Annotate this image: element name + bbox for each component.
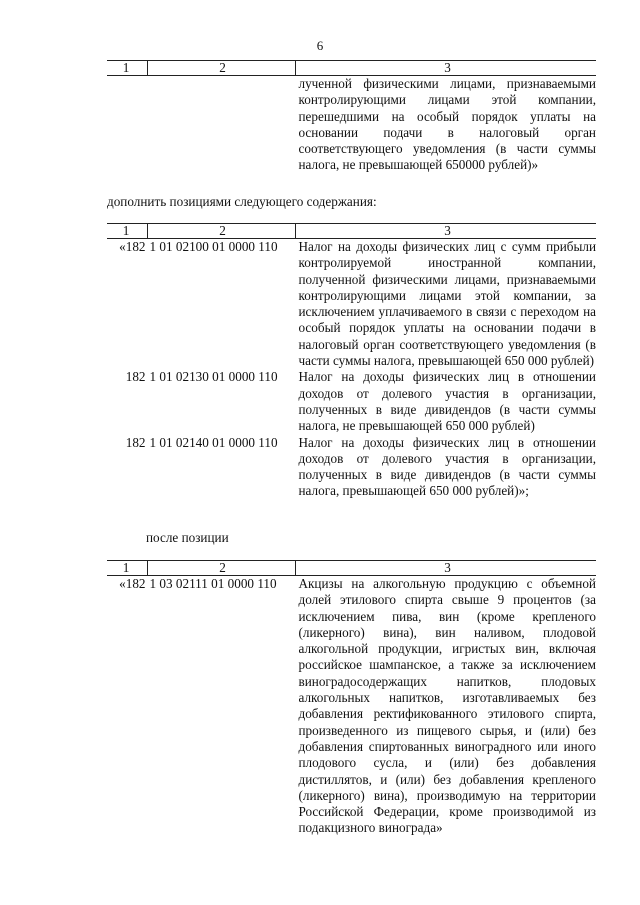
row-text: Налог на доходы физических лиц в отношении доходов от долевого участия в организации, полученных в виде дивидендов (в части суммы налога, превышающей 650 000 рублей)»; xyxy=(298,434,596,499)
table-header-row xyxy=(107,61,596,76)
column-header-3: 3 xyxy=(296,561,597,576)
table-after-position xyxy=(107,560,596,837)
paragraph-add-positions: дополнить позициями следующего содержания: xyxy=(107,194,377,209)
row-kbk: 1 01 02140 01 0000 110 xyxy=(149,434,278,450)
row-code: 182 xyxy=(125,369,146,385)
column-header-2: 2 xyxy=(148,61,296,76)
column-header-3: 3 xyxy=(296,224,597,239)
row-kbk xyxy=(148,76,296,174)
column-header-3: 3 xyxy=(296,61,597,76)
table-row xyxy=(107,435,596,500)
column-header-1: 1 xyxy=(107,561,148,576)
page-number: 6 xyxy=(316,38,324,53)
row-text: Налог на доходы физических лиц с сумм прибыли контролируемой иностранной компании, полученной физическими лицами, признаваемыми контролирующими лицами этой компании, за исключением уплачиваемого в связи с переходом на особый порядок уплаты на основании подачи в налоговый орган соответствующего уведомления (в части суммы налога, превышающей 650 000 рублей) xyxy=(298,239,596,369)
column-header-2: 2 xyxy=(148,561,296,576)
row-text: Акцизы на алкогольную продукцию с объемной долей этилового спирта свыше 9 процентов (за исключением пива, вин (кроме крепленого (ликерного) вина), вин наливом, плодовой алкогольной продукции, игристых вин, включая российское шампанское, а также за исключением виноградосодержащих напитков, плодовых алкогольных напитков, изготавливаемых без добавления ректификованного этилового спирта, произведенного из пищевого сырья, и (или) без добавления спиртованных виноградного или иного плодового сусла, и (или) без добавления дистиллятов, и (или) без добавления крепленого (ликерного) вина), производимую на территории Российской Федерации, кроме производимой из подакцизного винограда» xyxy=(298,576,596,836)
table-row xyxy=(107,76,596,174)
row-kbk: 1 03 02111 01 0000 110 xyxy=(149,576,277,591)
row-code: 182 xyxy=(125,434,146,450)
table-header-row xyxy=(107,561,596,576)
paragraph-after-position: после позиции xyxy=(146,530,229,545)
table-continuation xyxy=(107,60,596,174)
row-kbk: 1 01 02130 01 0000 110 xyxy=(149,369,278,385)
row-kbk: 1 01 02100 01 0000 110 xyxy=(149,239,278,254)
table-row xyxy=(107,239,596,370)
table-header-row xyxy=(107,224,596,239)
row-text: Налог на доходы физических лиц в отношении доходов от долевого участия в организации, полученных в виде дивидендов (в части суммы налога, не превышающей 650 000 рублей) xyxy=(298,369,596,434)
row-code: «182 xyxy=(119,576,146,591)
column-header-2: 2 xyxy=(148,224,296,239)
column-header-1: 1 xyxy=(107,224,148,239)
table-row xyxy=(107,576,596,837)
column-header-1: 1 xyxy=(107,61,148,76)
table-new-positions xyxy=(107,223,596,500)
row-code xyxy=(107,76,148,174)
row-text: лученной физическими лицами, признаваемыми контролирующими лицами этой компании, перешедшими на особый порядок уплаты на основании подачи в налоговый орган соответствующего уведомления (в части суммы налога, не превышающей 650000 рублей)» xyxy=(298,76,596,173)
row-code: «182 xyxy=(119,239,146,254)
table-row xyxy=(107,369,596,434)
